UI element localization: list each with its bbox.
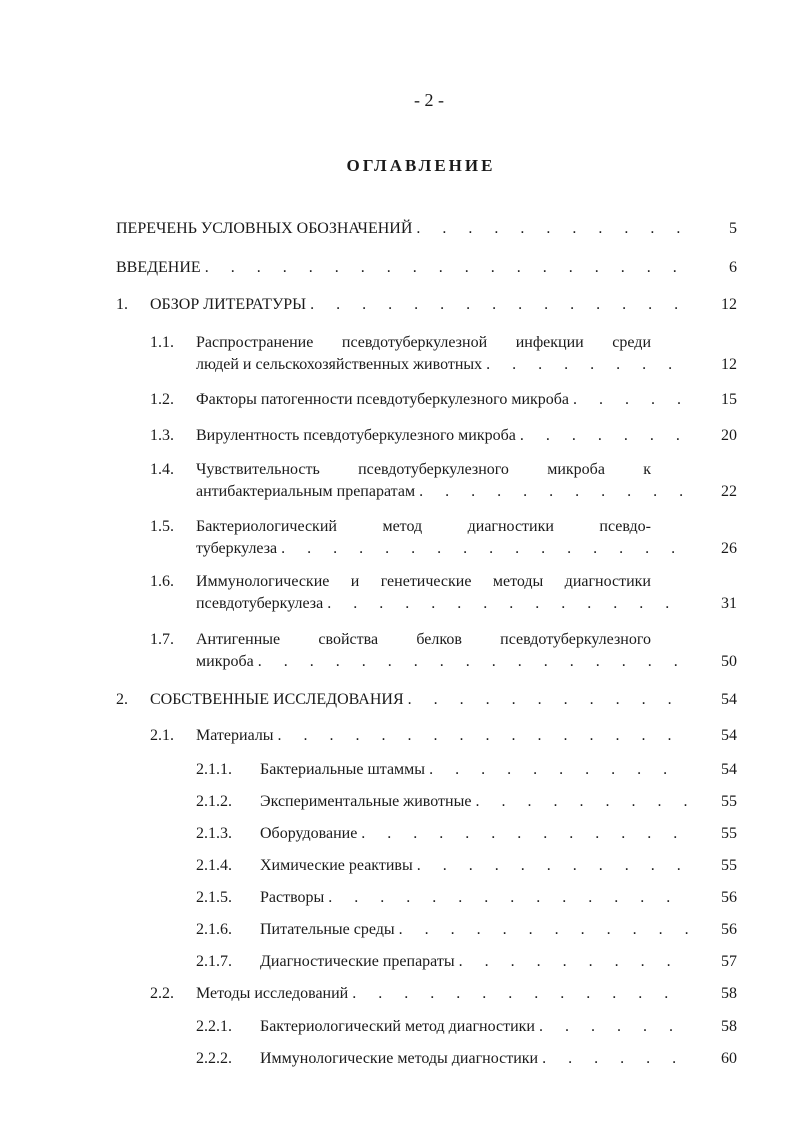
toc-page-number: 55 — [721, 793, 737, 810]
toc-page-number: 60 — [721, 1050, 737, 1067]
toc-entry-label: людей и сельскохозяйственных животных — [196, 356, 483, 373]
toc-leader-dots — [539, 1016, 690, 1038]
toc-entry-antigenic[interactable] — [196, 651, 690, 673]
toc-leader-dots — [419, 481, 690, 503]
toc-entry-line1[interactable]: Бактериологический метод диагностики псевдо- — [196, 518, 651, 535]
toc-section-number: 2.1.6. — [196, 921, 232, 938]
toc-section-number: 1.6. — [150, 573, 174, 590]
toc-leader-dots — [520, 425, 690, 447]
toc-leader-dots — [429, 759, 690, 781]
toc-leader-dots — [281, 538, 690, 560]
toc-entry-label: ВВЕДЕНИЕ — [116, 259, 201, 276]
toc-section-number: 1.2. — [150, 391, 174, 408]
toc-entry-label: Методы исследований — [196, 985, 349, 1002]
toc-section-number: 1.5. — [150, 518, 174, 535]
toc-entry-literature-review[interactable] — [150, 294, 690, 316]
toc-leader-dots — [258, 651, 690, 673]
toc-leader-dots — [486, 354, 690, 376]
toc-page-number: 58 — [721, 1018, 737, 1035]
toc-section-number: 2.2. — [150, 985, 174, 1002]
toc-entry-introduction[interactable] — [116, 257, 690, 279]
page-title: ОГЛАВЛЕНИЕ — [346, 156, 496, 175]
toc-leader-dots — [399, 919, 690, 941]
toc-page-number: 26 — [721, 540, 737, 557]
toc-entry-line1[interactable]: Иммунологические и генетические методы диагностики — [196, 573, 651, 590]
toc-leader-dots — [361, 823, 690, 845]
toc-entry-label: Бактериологический метод диагностики — [260, 1018, 535, 1035]
toc-leader-dots — [278, 725, 690, 747]
toc-entry-bacteriological-method[interactable] — [260, 1016, 690, 1038]
toc-entry-label: Факторы патогенности псевдотуберкулезного микроба — [196, 391, 570, 408]
toc-section-number: 2.1. — [150, 727, 174, 744]
toc-section-number: 2.2.2. — [196, 1050, 232, 1067]
toc-page-number: 20 — [721, 427, 737, 444]
toc-section-number: 2.2.1. — [196, 1018, 232, 1035]
toc-entry-label: ОБЗОР ЛИТЕРАТУРЫ — [150, 296, 307, 313]
toc-section-number: 1. — [116, 296, 128, 313]
toc-entry-pathogenicity[interactable] — [196, 389, 690, 411]
toc-leader-dots — [327, 593, 690, 615]
toc-section-number: 2.1.4. — [196, 857, 232, 874]
toc-page-number: 5 — [729, 220, 737, 237]
toc-entry-label: Вирулентность псевдотуберкулезного микроба — [196, 427, 516, 444]
toc-page-number: 31 — [721, 595, 737, 612]
toc-page-number: 54 — [721, 691, 737, 708]
toc-entry-sensitivity[interactable] — [196, 481, 690, 503]
toc-page-number: 58 — [721, 985, 737, 1002]
toc-entry-media[interactable] — [260, 919, 690, 941]
toc-page-number: 55 — [721, 857, 737, 874]
toc-leader-dots — [475, 791, 690, 813]
toc-leader-dots — [310, 294, 690, 316]
toc-page-number: 12 — [721, 296, 737, 313]
toc-entry-label: Иммунологические методы диагностики — [260, 1050, 539, 1067]
toc-entry-label: Экспериментальные животные — [260, 793, 472, 810]
toc-entry-solutions[interactable] — [260, 887, 690, 909]
toc-page-number: 6 — [729, 259, 737, 276]
toc-entry-materials[interactable] — [196, 725, 690, 747]
toc-entry-label: Химические реактивы — [260, 857, 413, 874]
toc-page-number: 15 — [721, 391, 737, 408]
toc-entry-label: СОБСТВЕННЫЕ ИССЛЕДОВАНИЯ — [150, 691, 404, 708]
toc-entry-label: микроба — [196, 653, 254, 670]
toc-entry-label: ПЕРЕЧЕНЬ УСЛОВНЫХ ОБОЗНАЧЕНИЙ — [116, 220, 413, 237]
toc-entry-strains[interactable] — [260, 759, 690, 781]
toc-entry-diagnostic-preparations[interactable] — [260, 951, 690, 973]
toc-leader-dots — [408, 689, 690, 711]
toc-leader-dots — [417, 855, 690, 877]
toc-page-number: 54 — [721, 727, 737, 744]
toc-entry-label: Растворы — [260, 889, 325, 906]
toc-page-number: 57 — [721, 953, 737, 970]
toc-entry-animals[interactable] — [260, 791, 690, 813]
toc-section-number: 2. — [116, 691, 128, 708]
toc-section-number: 2.1.3. — [196, 825, 232, 842]
toc-leader-dots — [328, 887, 690, 909]
toc-page-number: 22 — [721, 483, 737, 500]
toc-section-number: 2.1.5. — [196, 889, 232, 906]
toc-entry-reagents[interactable] — [260, 855, 690, 877]
toc-entry-methods[interactable] — [196, 983, 690, 1005]
toc-entry-line1[interactable]: Антигенные свойства белков псевдотуберкулезного — [196, 631, 651, 648]
toc-leader-dots — [459, 951, 690, 973]
toc-entry-immunological-methods[interactable] — [260, 1048, 690, 1070]
toc-section-number: 2.1.1. — [196, 761, 232, 778]
toc-entry-own-research[interactable] — [150, 689, 690, 711]
toc-section-number: 1.3. — [150, 427, 174, 444]
toc-section-number: 1.4. — [150, 461, 174, 478]
toc-section-number: 1.7. — [150, 631, 174, 648]
toc-entry-label: туберкулеза — [196, 540, 278, 557]
toc-leader-dots — [205, 257, 690, 279]
toc-entry-label: антибактериальным препаратам — [196, 483, 416, 500]
toc-entry-label: псевдотуберкулеза — [196, 595, 324, 612]
toc-entry-line1[interactable]: Чувствительность псевдотуберкулезного микроба к — [196, 461, 651, 478]
toc-page-number: 56 — [721, 921, 737, 938]
page-number: - 2 - — [414, 90, 444, 110]
toc-leader-dots — [352, 983, 690, 1005]
toc-entry-virulence[interactable] — [196, 425, 690, 447]
toc-entry-bacteriological[interactable] — [196, 538, 690, 560]
toc-entry-abbreviations[interactable] — [116, 218, 690, 240]
toc-leader-dots — [542, 1048, 690, 1070]
toc-section-number: 2.1.7. — [196, 953, 232, 970]
toc-entry-label: Диагностические препараты — [260, 953, 455, 970]
toc-entry-line1[interactable]: Распространение псевдотуберкулезной инфекции среди — [196, 334, 651, 351]
toc-entry-distribution[interactable] — [196, 354, 690, 376]
toc-leader-dots — [573, 389, 690, 411]
toc-entry-equipment[interactable] — [260, 823, 690, 845]
toc-page-number: 55 — [721, 825, 737, 842]
toc-leader-dots — [416, 218, 690, 240]
toc-page-number: 12 — [721, 356, 737, 373]
toc-entry-immunological-genetic[interactable] — [196, 593, 690, 615]
toc-entry-label: Бактериальные штаммы — [260, 761, 426, 778]
toc-page-number: 54 — [721, 761, 737, 778]
toc-section-number: 1.1. — [150, 334, 174, 351]
toc-page-number: 50 — [721, 653, 737, 670]
toc-page-number: 56 — [721, 889, 737, 906]
toc-entry-label: Материалы — [196, 727, 274, 744]
toc-entry-label: Питательные среды — [260, 921, 395, 938]
toc-entry-label: Оборудование — [260, 825, 358, 842]
toc-section-number: 2.1.2. — [196, 793, 232, 810]
